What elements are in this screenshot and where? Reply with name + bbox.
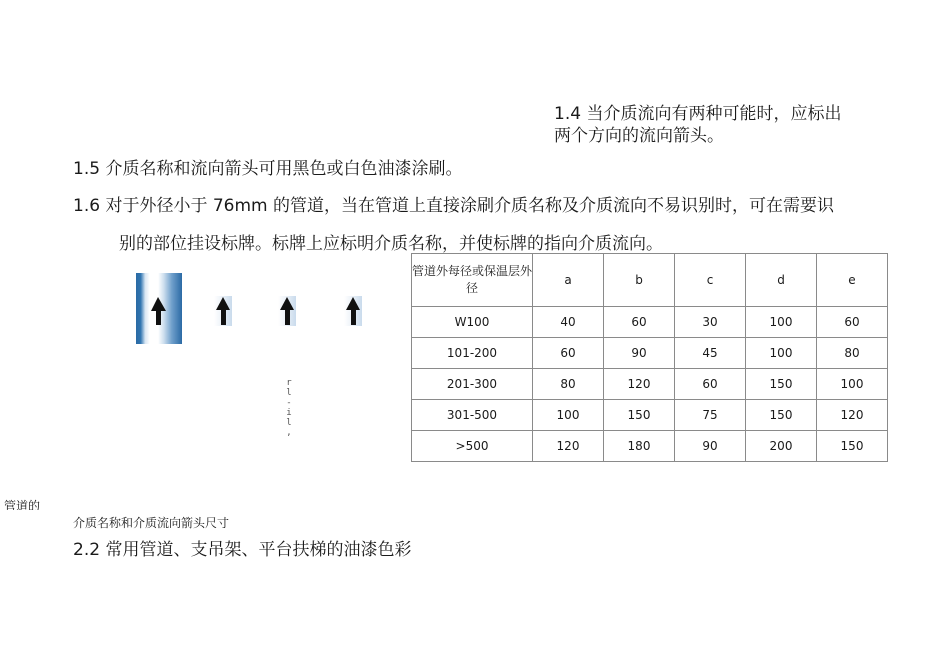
stray-mark: r [286,378,292,388]
table-cell: 30 [675,307,746,338]
table-header-cell: a [533,254,604,307]
figure-caption: 介质名称和介质流向箭头尺寸 [73,516,230,530]
table-cell: 150 [817,431,888,462]
table-cell: 150 [604,400,675,431]
table-cell: 80 [533,369,604,400]
table-cell: 100 [746,338,817,369]
table-row [412,338,888,369]
stray-mark: l [286,388,292,398]
section-1-4-line2: 两个方向的流向箭头。 [554,126,724,146]
table-cell: 301-500 [412,400,533,431]
stray-mark: l [286,418,292,428]
up-arrow-icon [214,296,232,326]
table-header-cell: e [817,254,888,307]
pipe-illustration [136,273,182,344]
stray-mark: - [286,398,292,408]
table-cell: 100 [746,307,817,338]
table-cell: 100 [533,400,604,431]
table-cell: 80 [817,338,888,369]
table-cell: 40 [533,307,604,338]
table-cell: >500 [412,431,533,462]
stray-mark: i [286,408,292,418]
table-cell: 60 [533,338,604,369]
up-arrow-icon [136,273,182,344]
table-header-cell: 管道外每径或保温层外径 [412,254,533,307]
table-header-cell: d [746,254,817,307]
table-row [412,307,888,338]
table-header-row [412,254,888,307]
arrow-size-table [411,253,888,462]
section-1-4-line1: 1.4 当介质流向有两种可能时，应标出 [554,104,842,124]
stray-marks [283,378,295,438]
table-cell: 120 [604,369,675,400]
stray-mark: , [286,428,292,438]
section-1-5: 1.5 介质名称和流向箭头可用黑色或白色油漆涂刷。 [73,159,463,179]
flow-arrow [278,296,296,326]
flow-arrow [214,296,232,326]
table-cell: 45 [675,338,746,369]
flow-arrow [344,296,362,326]
table-cell: 150 [746,369,817,400]
table-cell: 60 [675,369,746,400]
table-cell: 75 [675,400,746,431]
table-cell: 180 [604,431,675,462]
table-cell: W100 [412,307,533,338]
table-cell: 60 [604,307,675,338]
table-header-cell: b [604,254,675,307]
table-cell: 120 [533,431,604,462]
up-arrow-icon [278,296,296,326]
section-1-6-line1: 1.6 对于外径小于 76mm 的管道，当在管道上直接涂刷介质名称及介质流向不易识别时，可在需要识 [73,196,834,216]
table-row [412,369,888,400]
table-cell: 90 [675,431,746,462]
table-header-cell: c [675,254,746,307]
table-cell: 60 [817,307,888,338]
table-cell: 100 [817,369,888,400]
section-1-6-line2: 别的部位挂设标牌。标牌上应标明介质名称，并使标牌的指向介质流向。 [119,234,663,254]
table-row [412,400,888,431]
section-2-2: 2.2 常用管道、支吊架、平台扶梯的油漆色彩 [73,540,412,560]
table-cell: 120 [817,400,888,431]
table-row [412,431,888,462]
up-arrow-icon [344,296,362,326]
table-cell: 101-200 [412,338,533,369]
table-cell: 200 [746,431,817,462]
cutoff-text: 管道的 [4,499,41,510]
table-cell: 150 [746,400,817,431]
table-cell: 201-300 [412,369,533,400]
table-cell: 90 [604,338,675,369]
